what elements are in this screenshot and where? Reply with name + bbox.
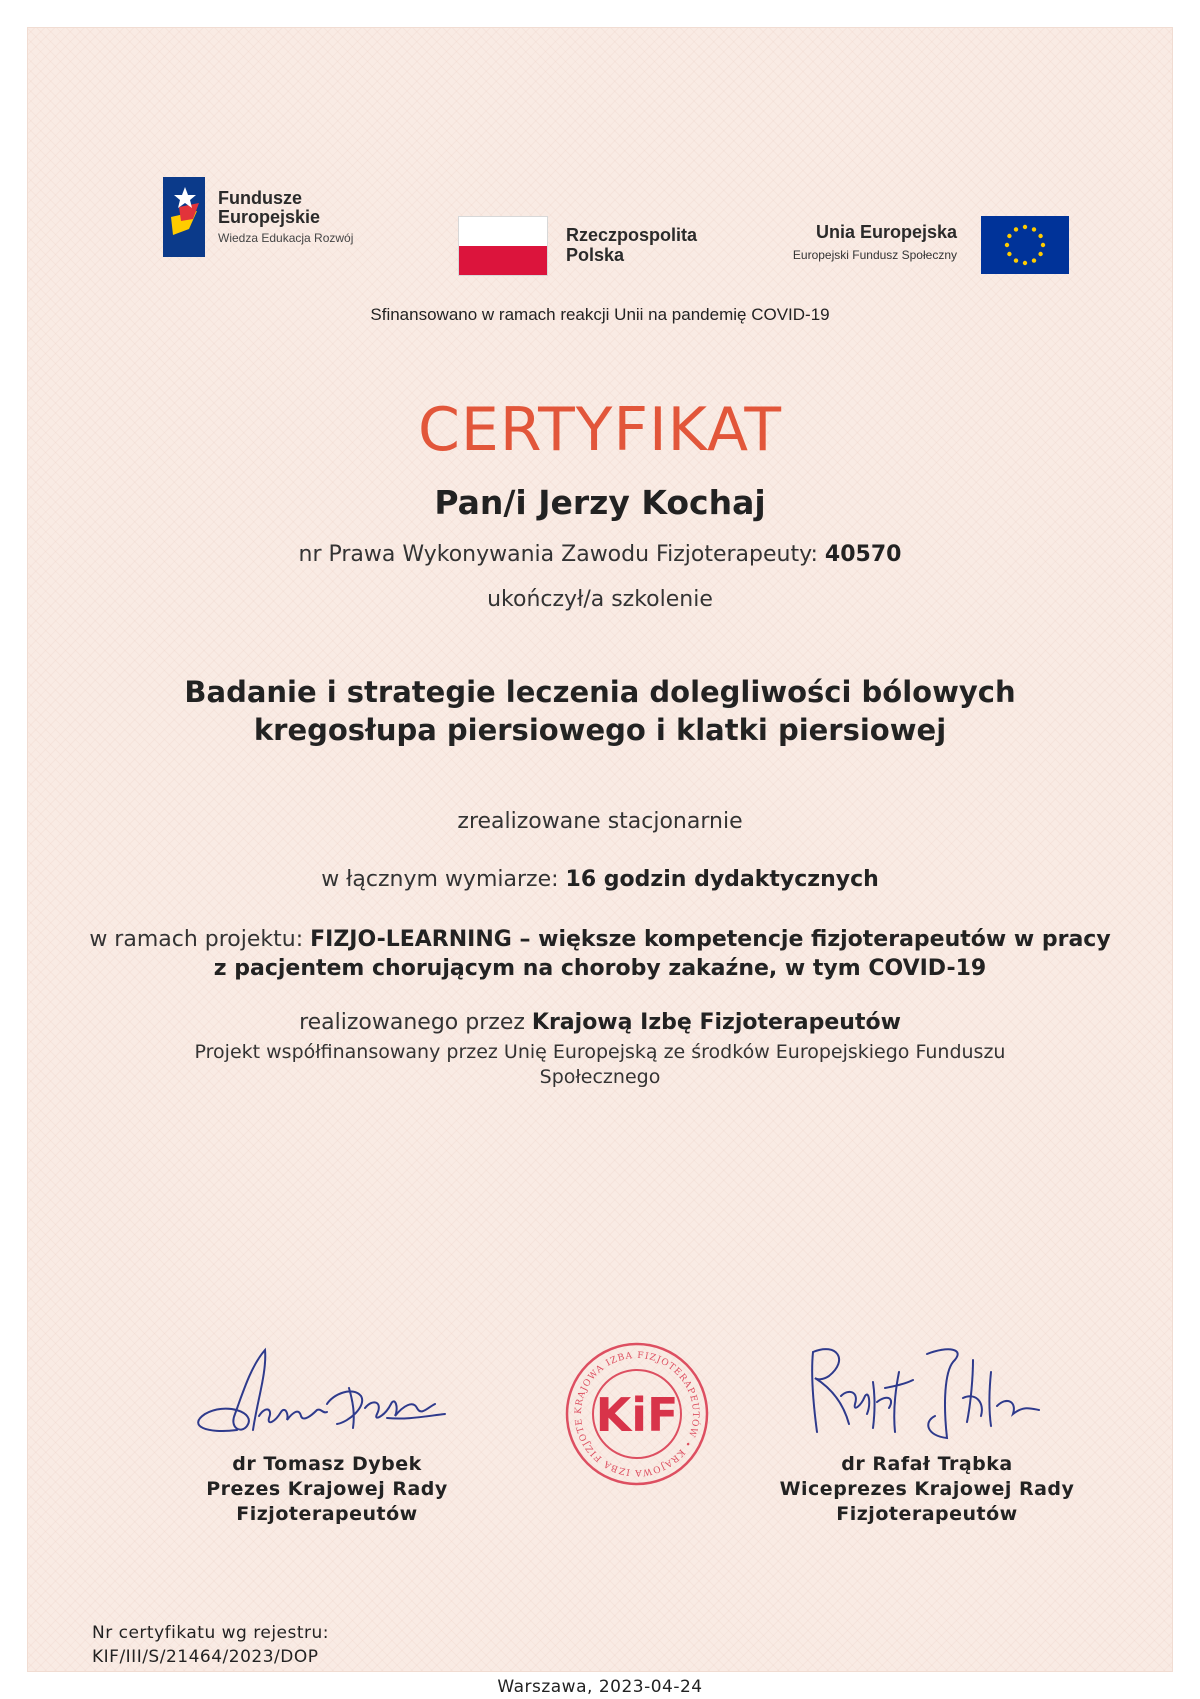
eu-star: [1014, 227, 1018, 231]
fe-tagline: Wiedza Edukacja Rozwój: [218, 231, 354, 245]
eu-star: [1007, 252, 1011, 256]
signatory-left: [157, 1342, 497, 1527]
signatory-right: [757, 1332, 1097, 1527]
course-title-line2: kregosłupa piersiowego i klatki piersiowej: [253, 713, 947, 747]
fe-line1: Fundusze: [218, 188, 302, 208]
certificate-number-value: KIF/III/S/21464/2023/DOP: [92, 1647, 319, 1667]
cofinancing-note: Projekt współfinansowany przez Unię Europejską ze środków Europejskiego Funduszu Społecznego: [194, 1041, 1006, 1088]
hours-value: 16 godzin dydaktycznych: [565, 867, 879, 892]
eu-star: [1023, 261, 1027, 265]
eu-star: [1038, 252, 1042, 256]
signatory-left-name: dr Tomasz Dybek: [232, 1453, 422, 1475]
ue-subtitle: Europejski Fundusz Społeczny: [792, 248, 957, 262]
signatory-right-role2: Fizjoterapeutów: [836, 1503, 1018, 1525]
signatory-right-role1: Wiceprezes Krajowej Rady: [779, 1478, 1075, 1500]
fe-line2: Europejskie: [218, 207, 321, 227]
project-label: w ramach projektu:: [89, 927, 311, 952]
license-line: [27, 542, 1173, 567]
rp-line1: Rzeczpospolita: [566, 225, 698, 245]
kif-stamp-icon: [562, 1339, 712, 1489]
fundusze-europejskie-logo: [163, 177, 403, 267]
eu-star: [1007, 234, 1011, 238]
eu-star: [1032, 227, 1036, 231]
funding-note: Sfinansowano w ramach reakcji Unii na pandemię COVID-19: [370, 305, 830, 324]
course-title-line1: Badanie i strategie leczenia dolegliwości bólowych: [184, 675, 1016, 709]
eu-star: [1014, 258, 1018, 262]
license-label: nr Prawa Wykonywania Zawodu Fizjoterapeuty:: [298, 542, 825, 567]
realized-by-line: [27, 1010, 1173, 1035]
polish-flag-icon: [458, 216, 548, 276]
rp-line2: Polska: [566, 245, 625, 265]
project-name: FIZJO-LEARNING – większe kompetencje fizjoterapeutów w pracy z pacjentem chorującym na choroby zakaźne, w tym COVID-19: [213, 927, 1111, 981]
eu-star: [1005, 243, 1009, 247]
hours-label: w łącznym wymiarze:: [321, 867, 566, 892]
eu-star: [1032, 258, 1036, 262]
kif-stamp: [562, 1339, 712, 1489]
eu-star: [1023, 225, 1027, 229]
eu-star: [1041, 243, 1045, 247]
signatory-left-role2: Fizjoterapeutów: [236, 1503, 418, 1525]
realized-org: Krajową Izbę Fizjoterapeutów: [531, 1010, 901, 1035]
certificate-page: [27, 27, 1173, 1697]
certificate-number: [92, 1621, 329, 1669]
svg-text:KiF: KiF: [595, 1388, 679, 1442]
license-number: 40570: [824, 542, 902, 567]
signature-left-image: [177, 1342, 477, 1452]
certificate-title: CERTYFIKAT: [418, 395, 782, 465]
completed-text: ukończył/a szkolenie: [487, 587, 713, 612]
eu-flag-icon: [981, 216, 1069, 274]
hours-line: [27, 867, 1173, 892]
eu-star: [1038, 234, 1042, 238]
unia-europejska-logo: [769, 216, 1069, 276]
fundusze-europejskie-icon: [163, 177, 205, 257]
certificate-number-label: Nr certyfikatu wg rejestru:: [92, 1623, 330, 1643]
realized-label: realizowanego przez: [299, 1010, 532, 1035]
signatory-right-name: dr Rafał Trąbka: [841, 1453, 1013, 1475]
signatory-left-role1: Prezes Krajowej Rady: [206, 1478, 448, 1500]
rzeczpospolita-polska-logo: [458, 216, 748, 276]
place-date: Warszawa, 2023-04-24: [497, 1677, 703, 1697]
ue-title: Unia Europejska: [815, 222, 957, 242]
course-title: [27, 673, 1173, 749]
signature-right-image: [777, 1332, 1077, 1452]
training-mode: zrealizowane stacjonarnie: [457, 809, 743, 834]
project-line: [27, 925, 1173, 983]
svg-text:KRAJOWA IZBA FIZJOTERAPEUTÓW •: KRAJOWA IZBA FIZJOTERAPEUTÓW • KRAJOWA IZBA FIZJOTE: [573, 1350, 701, 1478]
recipient-name: Pan/i Jerzy Kochaj: [434, 483, 766, 522]
